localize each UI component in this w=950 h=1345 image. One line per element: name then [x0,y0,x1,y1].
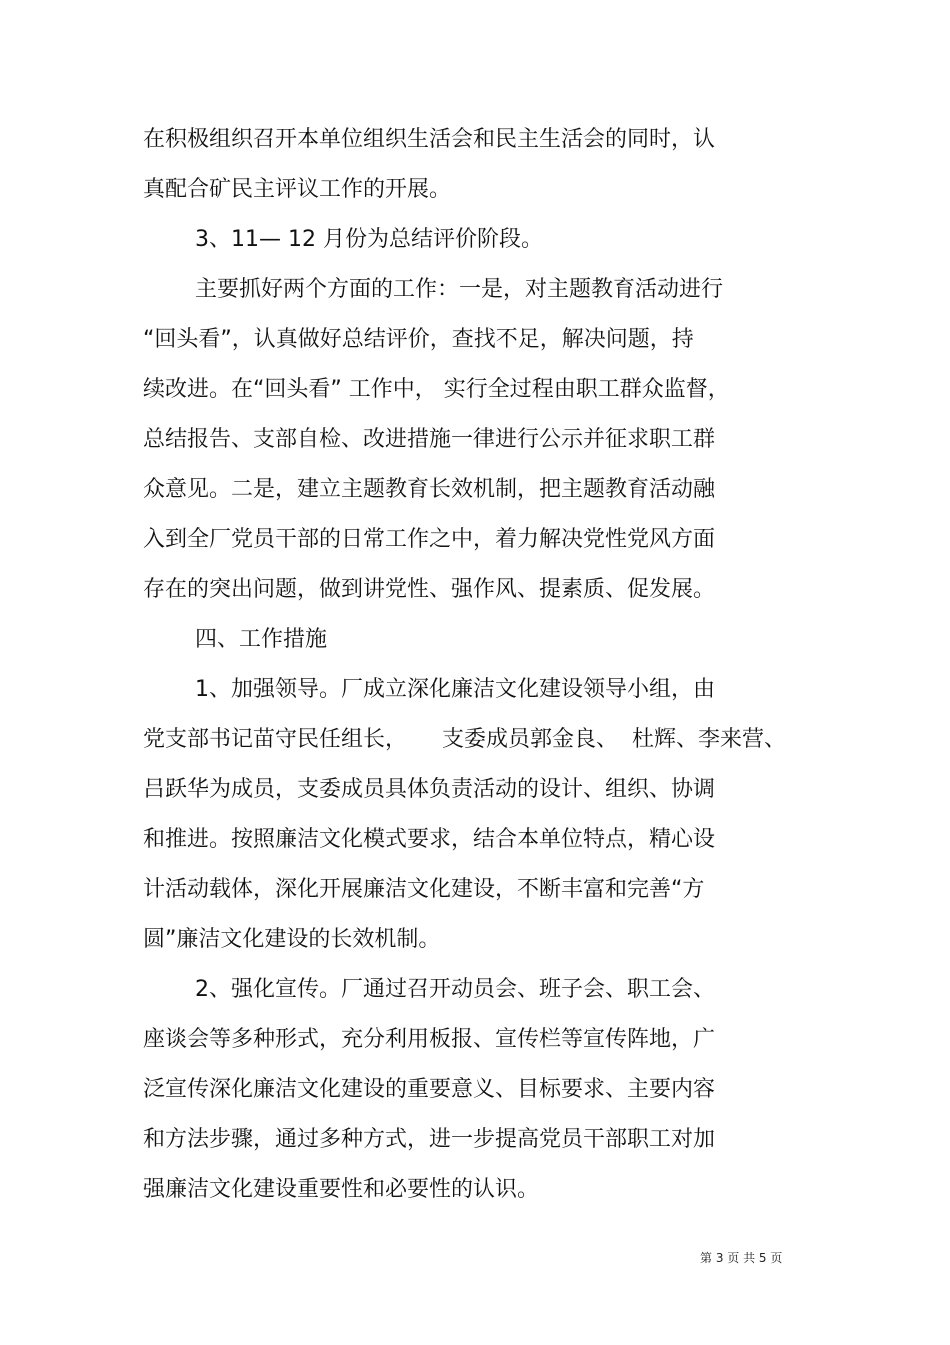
text-line: 圆”廉洁文化建设的长效机制。 [143,927,441,952]
text-line: 2、强化宣传。厂通过召开动员会、班子会、职工会、 [195,977,715,1002]
text-line: 在积极组织召开本单位组织生活会和民主生活会的同时，认 [143,127,716,152]
page-number-footer: 第 3 页 共 5 页 [700,1251,783,1265]
text-line: 主要抓好两个方面的工作：一是，对主题教育活动进行 [195,277,724,302]
text-line: 续改进。在“回头看” 工作中， 实行全过程由职工群众监督， [143,377,730,402]
text-line: 众意见。二是，建立主题教育长效机制，把主题教育活动融 [143,477,716,502]
text-line: 存在的突出问题，做到讲党性、强作风、提素质、促发展。 [143,577,716,602]
section-heading: 四、工作措施 [195,627,328,652]
text-line: 真配合矿民主评议工作的开展。 [143,177,452,202]
text-line: “回头看”，认真做好总结评价，查找不足，解决问题，持 [143,327,694,352]
text-line: 3、11— 12 月份为总结评价阶段。 [195,227,543,252]
text-line: 和方法步骤，通过多种方式，进一步提高党员干部职工对加 [143,1127,716,1152]
text-line: 入到全厂党员干部的日常工作之中，着力解决党性党风方面 [143,527,716,552]
text-line: 党支部书记苗守民任组长， 支委成员郭金良、 杜辉、李来营、 [143,727,786,752]
text-line: 吕跃华为成员，支委成员具体负责活动的设计、组织、协调 [143,777,716,802]
text-line: 1、加强领导。厂成立深化廉洁文化建设领导小组，由 [195,677,715,702]
text-line: 和推进。按照廉洁文化模式要求，结合本单位特点，精心设 [143,827,716,852]
text-line: 座谈会等多种形式，充分利用板报、宣传栏等宣传阵地，广 [143,1027,716,1052]
text-line: 泛宣传深化廉洁文化建设的重要意义、目标要求、主要内容 [143,1077,716,1102]
text-line: 强廉洁文化建设重要性和必要性的认识。 [143,1177,540,1202]
text-line: 计活动载体，深化开展廉洁文化建设，不断丰富和完善“方 [143,877,705,902]
text-line: 总结报告、支部自检、改进措施一律进行公示并征求职工群 [143,427,716,452]
